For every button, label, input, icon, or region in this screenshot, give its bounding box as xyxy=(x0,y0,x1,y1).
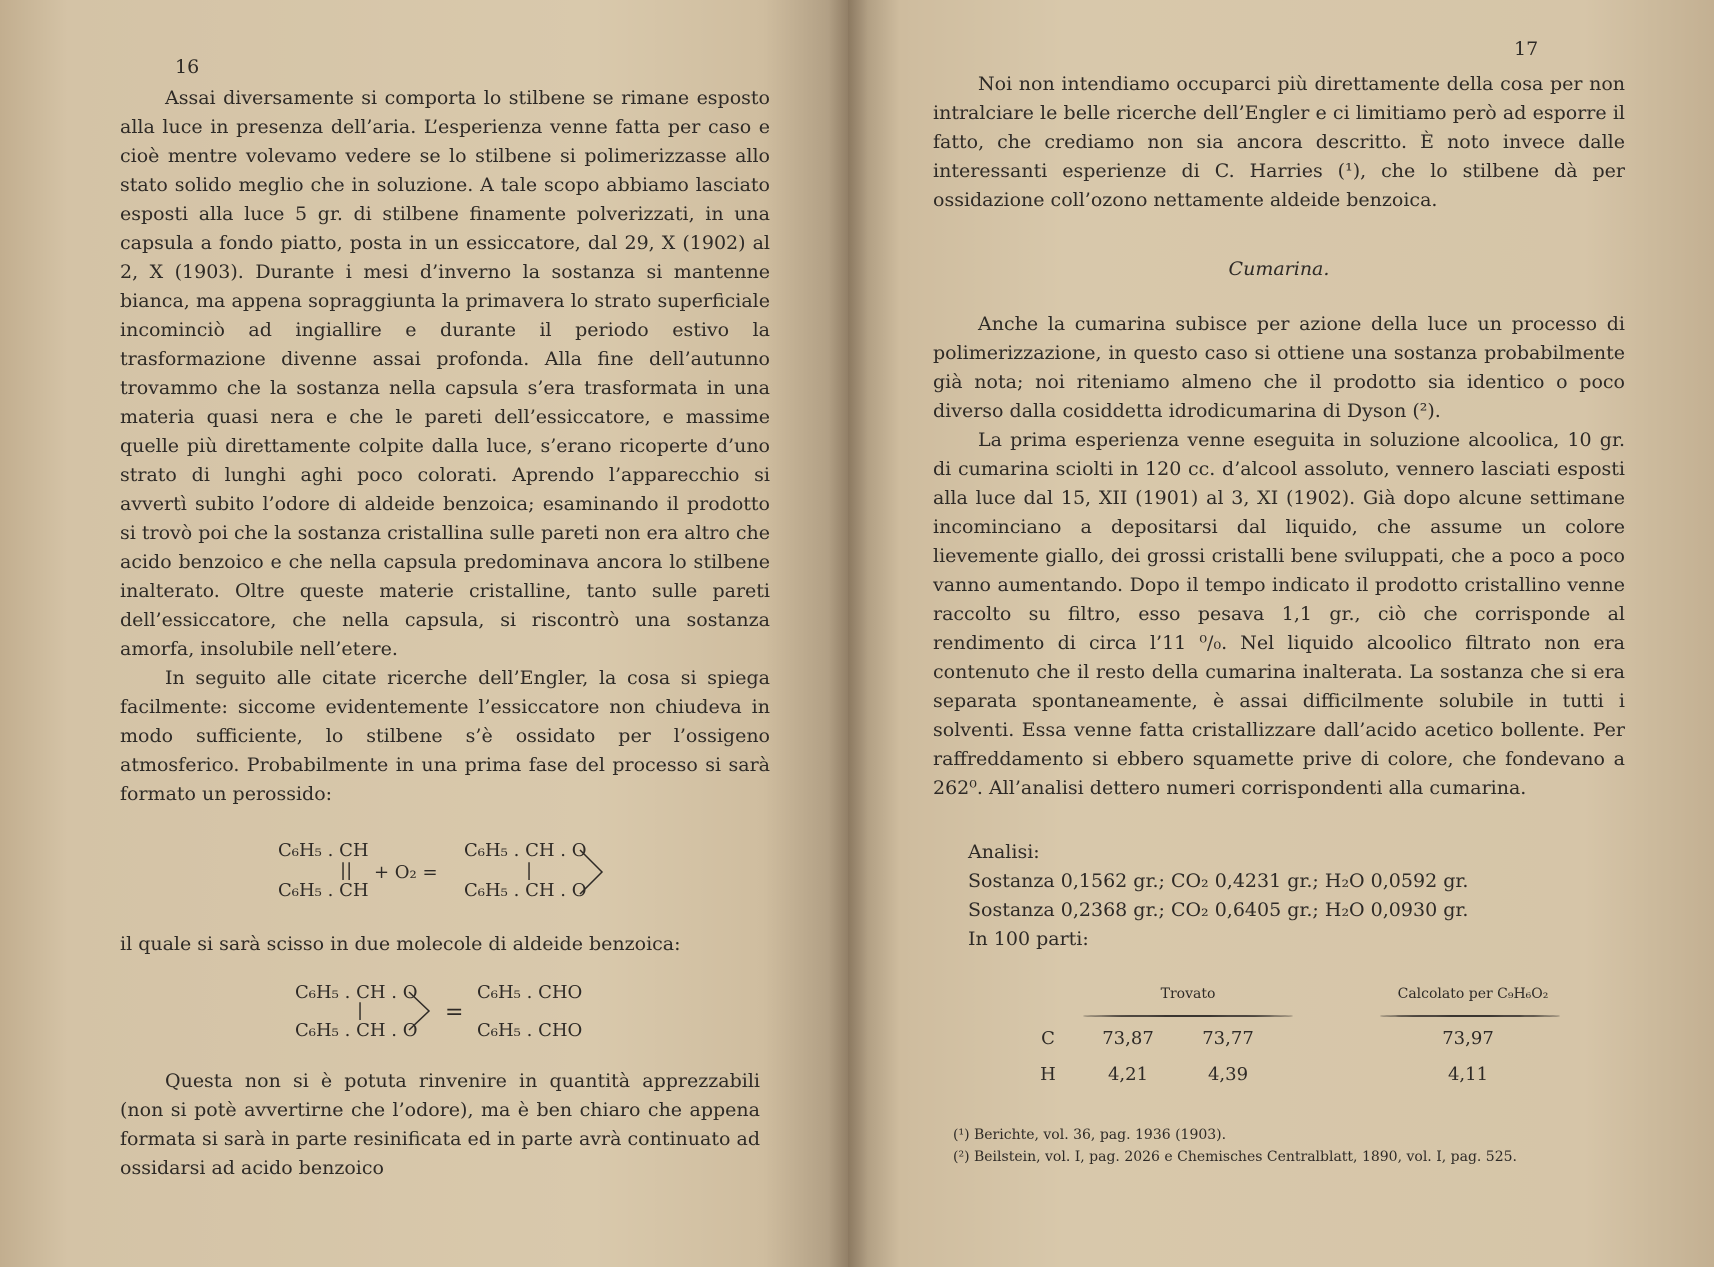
footnotes xyxy=(953,1124,1653,1168)
section-heading: Cumarina. xyxy=(1228,258,1330,280)
analysis-line: In 100 parti: xyxy=(968,928,1089,950)
table-cell: 73,77 xyxy=(1202,1028,1254,1049)
left-body-text xyxy=(120,84,770,809)
right-body-text xyxy=(933,70,1625,215)
analysis-line: Sostanza 0,2368 gr.; CO₂ 0,6405 gr.; H₂O 0,0930 gr. xyxy=(968,899,1469,921)
table-rule xyxy=(1380,1015,1560,1017)
table-cell: 4,39 xyxy=(1207,1064,1249,1085)
paragraph: il quale si sarà scisso in due molecole di aldeide benzoica: xyxy=(120,933,681,955)
formula-operator: = xyxy=(445,1000,464,1025)
formula-operator: + O₂ = xyxy=(374,862,438,883)
table-cell: 4,11 xyxy=(1447,1064,1489,1085)
page-number: 16 xyxy=(175,56,200,78)
page-number: 17 xyxy=(1514,38,1539,60)
aldehyde-formula xyxy=(295,982,615,1052)
results-table xyxy=(1028,984,1588,1094)
formula-bond: | xyxy=(526,860,533,881)
paragraph: In seguito alle citate ricerche dell’Engler, la cosa si spiega facilmente: siccome evidentemente l’essiccatore non chiudeva in modo sufficiente, lo stilbene s’è ossidato per l’ossigeno atmosferico. Probabilmente in una prima fase del processo si sarà formato un perossido: xyxy=(120,667,770,805)
formula-term: C₆H₅ . CH xyxy=(278,840,369,861)
book-gutter xyxy=(828,0,868,1267)
table-cell-element: C xyxy=(1041,1028,1055,1049)
formula-term: C₆H₅ . CH xyxy=(278,880,369,901)
paragraph: Noi non intendiamo occuparci più direttamente della cosa per non intralciare le belle ricerche dell’Engler e ci limitiamo però ad esporre il fatto, che crediamo non sia ancora descritto. È noto invece dalle interessanti esperienze di C. Harries (¹), che lo stilbene dà per ossidazione coll’ozono nettamente aldeide benzoica. xyxy=(933,73,1625,211)
formula-bond: || xyxy=(340,860,353,881)
formula-term: C₆H₅ . CH . O xyxy=(464,840,587,861)
formula-term: C₆H₅ . CH . O xyxy=(295,982,418,1003)
paragraph: Anche la cumarina subisce per azione della luce un processo di polimerizzazione, in questo caso si ottiene una sostanza probabilmente già nota; noi riteniamo almeno che il prodotto sia identico o poco diverso dalla cosiddetta idrodicumarina di Dyson (²). xyxy=(933,313,1625,422)
analysis-line: Sostanza 0,1562 gr.; CO₂ 0,4231 gr.; H₂O 0,0592 gr. xyxy=(968,870,1469,892)
table-cell-element: H xyxy=(1040,1064,1056,1085)
analysis-label: Analisi: xyxy=(968,841,1040,863)
table-cell: 73,97 xyxy=(1442,1028,1494,1049)
table-rule xyxy=(1083,1015,1293,1017)
formula-term: C₆H₅ . CH . O xyxy=(464,880,587,901)
formula-term: C₆H₅ . CH . O xyxy=(295,1020,418,1041)
right-body-text-2 xyxy=(933,310,1625,803)
left-page xyxy=(0,0,848,1267)
table-cell: 4,21 xyxy=(1107,1064,1149,1085)
peroxide-formula xyxy=(278,840,618,920)
paragraph: La prima esperienza venne eseguita in soluzione alcoolica, 10 gr. di cumarina sciolti in 120 cc. d’alcool assoluto, vennero lasciati esposti alla luce dal 15, XII (1901) al 3, XI (1902). Già dopo alcune settimane incominciano a depositarsi dal liquido, che assume un colore lievemente giallo, dei grossi cristalli bene sviluppati, che a poco a poco vanno aumentando. Dopo il tempo indicato il prodotto cristallino venne raccolto su filtro, esso pesava 1,1 gr., ciò che corrisponde al rendimento di circa l’11 ⁰/₀. Nel liquido alcoolico filtrato non era contenuto che il resto della cumarina inalterata. La sostanza che si era separata spontaneamente, è assai difficilmente solubile in tutti i solventi. Essa venne fatta cristallizzare dall’acido acetico bollente. Per raffreddamento si ebbero squamette prive di colore, che fondevano a 262⁰. All’analisi dettero numeri corrispondenti alla cumarina. xyxy=(933,429,1625,799)
table-cell: 73,87 xyxy=(1102,1028,1154,1049)
footnote: (²) Beilstein, vol. I, pag. 2026 e Chemisches Centralblatt, 1890, vol. I, pag. 525. xyxy=(953,1149,1517,1165)
table-header-calculated: Calcolato per C₉H₆O₂ xyxy=(1397,986,1549,1002)
formula-term: C₆H₅ . CHO xyxy=(477,1020,583,1041)
analysis-block xyxy=(968,838,1628,954)
table-header-found: Trovato xyxy=(1160,986,1216,1002)
paragraph: Assai diversamente si comporta lo stilbene se rimane esposto alla luce in presenza dell’aria. L’esperienza venne fatta per caso e cioè mentre volevamo vedere se lo stilbene si polimerizzasse allo stato solido meglio che in soluzione. A tale scopo abbiamo lasciato esposti alla luce 5 gr. di stilbene finamente polverizzati, in una capsula a fondo piatto, posta in un essiccatore, dal 29, X (1902) al 2, X (1903). Durante i mesi d’inverno la sostanza si mantenne bianca, ma appena sopraggiunta la primavera lo strato superficiale incominciò ad ingiallire e durante il periodo estivo la trasformazione divenne assai profonda. Alla fine dell’autunno trovammo che la sostanza nella capsula s’era trasformata in una materia quasi nera e che le pareti dell’essiccatore, e massime quelle più direttamente colpite dalla luce, s’erano ricoperte d’uno strato di lunghi aghi poco colorati. Aprendo l’apparecchio si avvertì subito l’odore di aldeide benzoica; esaminando il prodotto si trovò poi che la sostanza cristallina sulle pareti non era altro che acido benzoico e che nella capsula predominava ancora lo stilbene inalterato. Oltre queste materie cristalline, tanto sulle pareti dell’essiccatore, che nella capsula, si riscontrò una sostanza amorfa, insolubile nell’etere. xyxy=(120,87,770,660)
formula-term: C₆H₅ . CHO xyxy=(477,982,583,1003)
peroxide-bracket xyxy=(578,846,608,896)
paragraph: Questa non si è potuta rinvenire in quantità apprezzabili (non si potè avvertirne che l’odore), ma è ben chiaro che appena formata si sarà in parte resinificata ed in parte avrà continuato ad ossidarsi ad acido benzoico xyxy=(120,1070,760,1179)
right-page xyxy=(848,0,1714,1267)
left-body-text-3 xyxy=(120,1067,760,1183)
footnote: (¹) Berichte, vol. 36, pag. 1936 (1903). xyxy=(953,1127,1227,1143)
left-body-text-2 xyxy=(120,930,770,959)
peroxide-bracket xyxy=(407,988,437,1034)
formula-bond: | xyxy=(357,1000,364,1021)
